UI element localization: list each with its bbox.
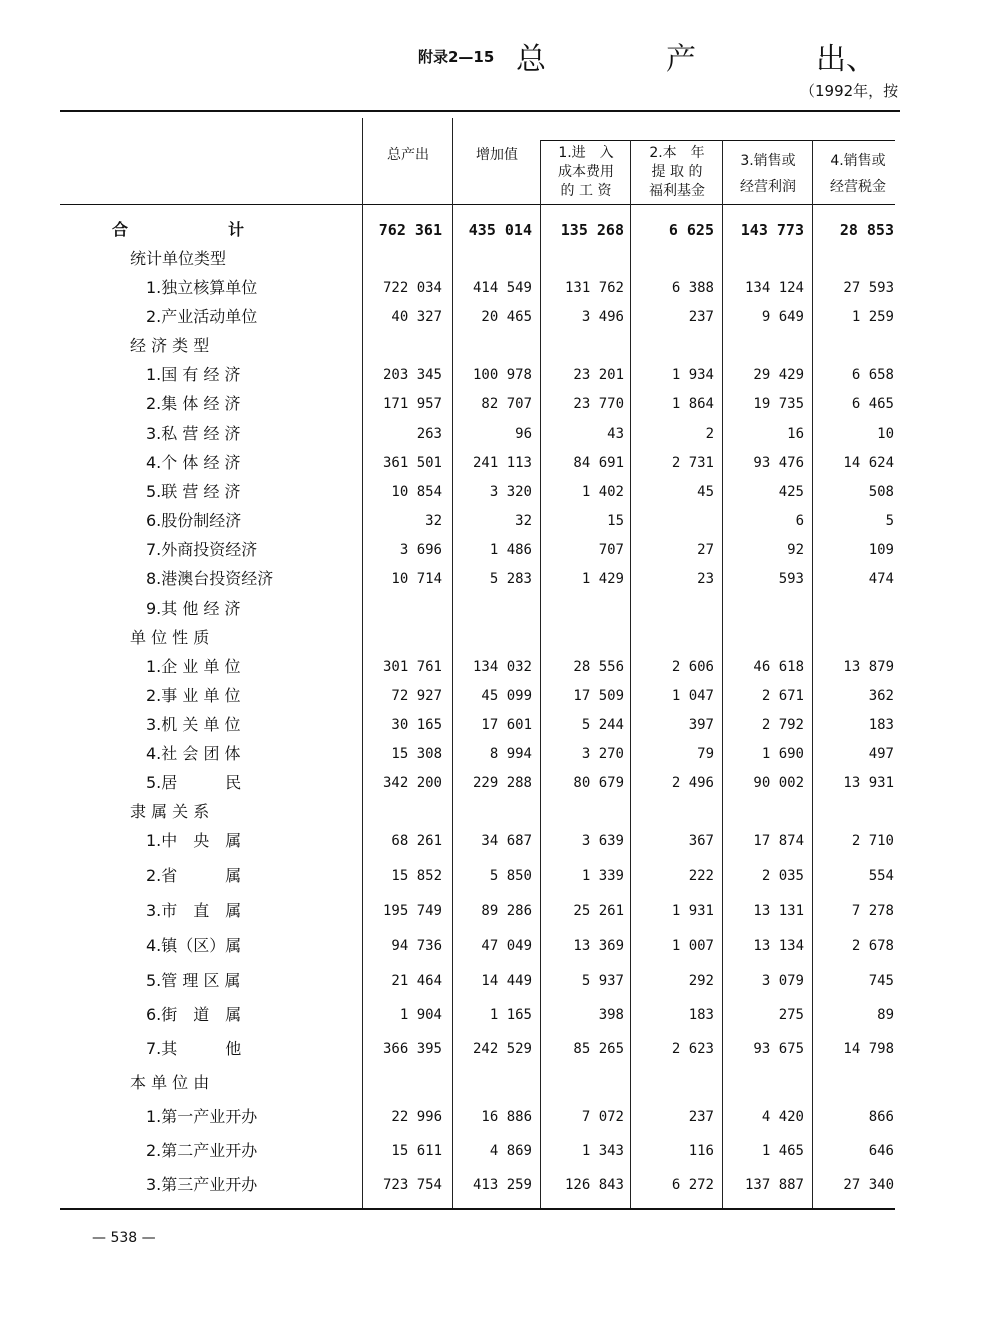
table-cell: 229 288 (472, 775, 532, 791)
page-number: — 538 — (92, 1230, 156, 1246)
table-cell: 15 852 (391, 868, 442, 884)
column-header: 2.本 年 提 取 的 福利基金 (649, 145, 705, 199)
table-cell: 4 420 (761, 1109, 804, 1125)
table-cell: 7 072 (581, 1109, 624, 1125)
table-cell: 13 931 (843, 775, 894, 791)
column-header: 总产出 (387, 147, 429, 163)
row-label: 4.镇（区）属 (146, 936, 242, 955)
table-cell: 366 395 (382, 1041, 442, 1057)
table-cell: 13 134 (753, 938, 804, 954)
table-cell: 92 (787, 542, 804, 558)
page-title-char: 总 (516, 42, 546, 77)
table-cell: 1 339 (581, 868, 624, 884)
table-cell: 15 308 (391, 746, 442, 762)
table-cell: 593 (778, 571, 804, 587)
table-cell: 3 496 (581, 309, 624, 325)
table-cell: 1 904 (399, 1007, 442, 1023)
table-cell: 6 (795, 513, 804, 529)
table-cell: 5 937 (581, 973, 624, 989)
table-row (0, 480, 1000, 504)
table-cell: 21 464 (391, 973, 442, 989)
table-cell: 72 927 (391, 688, 442, 704)
table-cell: 14 624 (843, 455, 894, 471)
category-row (0, 334, 1000, 358)
row-label: 2.事 业 单 位 (146, 686, 241, 705)
table-cell: 17 874 (753, 833, 804, 849)
category-row (0, 800, 1000, 824)
table-cell: 3 320 (489, 484, 532, 500)
table-row (0, 276, 1000, 300)
row-label: 2.省 属 (146, 866, 242, 885)
table-cell: 361 501 (382, 455, 442, 471)
table-cell: 27 340 (843, 1177, 894, 1193)
row-label: 本 单 位 由 (130, 1073, 210, 1092)
table-row (0, 509, 1000, 533)
table-row (0, 422, 1000, 446)
table-cell: 46 618 (753, 659, 804, 675)
table-cell: 16 886 (481, 1109, 532, 1125)
table-cell: 45 099 (481, 688, 532, 704)
table-cell: 10 714 (391, 571, 442, 587)
table-cell: 5 850 (489, 868, 532, 884)
table-row (0, 1139, 1000, 1163)
table-cell: 82 707 (481, 396, 532, 412)
table-cell: 23 201 (573, 367, 624, 383)
table-cell: 183 (868, 717, 894, 733)
table-cell: 25 261 (573, 903, 624, 919)
table-cell: 5 244 (581, 717, 624, 733)
table-cell: 275 (778, 1007, 804, 1023)
table-cell: 435 014 (468, 221, 532, 239)
table-row (0, 1037, 1000, 1061)
table-row (0, 899, 1000, 923)
table-cell: 131 762 (564, 280, 624, 296)
table-cell: 8 994 (489, 746, 532, 762)
table-cell: 14 798 (843, 1041, 894, 1057)
row-label: 9.其 他 经 济 (146, 599, 241, 618)
table-cell: 2 678 (851, 938, 894, 954)
row-label: 1.第一产业开办 (146, 1107, 258, 1126)
table-cell: 13 879 (843, 659, 894, 675)
row-label: 3.私 营 经 济 (146, 424, 241, 443)
table-cell: 32 (425, 513, 442, 529)
table-cell: 134 124 (744, 280, 804, 296)
table-cell: 292 (688, 973, 714, 989)
table-cell: 6 465 (851, 396, 894, 412)
row-label: 6.街 道 属 (146, 1005, 242, 1024)
table-cell: 646 (868, 1143, 894, 1159)
table-cell: 17 509 (573, 688, 624, 704)
table-cell: 241 113 (472, 455, 532, 471)
column-header: 1.进 入 成本费用 的 工 资 (558, 145, 614, 199)
table-cell: 29 429 (753, 367, 804, 383)
table-cell: 80 679 (573, 775, 624, 791)
table-cell: 2 710 (851, 833, 894, 849)
table-row (0, 1003, 1000, 1027)
table-row (0, 597, 1000, 621)
table-cell: 237 (688, 1109, 714, 1125)
table-cell: 84 691 (573, 455, 624, 471)
table-cell: 96 (515, 426, 532, 442)
table-cell: 15 611 (391, 1143, 442, 1159)
table-cell: 474 (868, 571, 894, 587)
table-cell: 2 (705, 426, 714, 442)
table-cell: 1 465 (761, 1143, 804, 1159)
table-cell: 745 (868, 973, 894, 989)
table-cell: 397 (688, 717, 714, 733)
row-label: 经 济 类 型 (130, 336, 210, 355)
table-cell: 866 (868, 1109, 894, 1125)
row-label: 3.机 关 单 位 (146, 715, 241, 734)
page-subtitle: （1992年，按 (800, 82, 899, 100)
row-label: 单 位 性 质 (130, 628, 210, 647)
category-row (0, 626, 1000, 650)
table-cell: 508 (868, 484, 894, 500)
row-label: 4.社 会 团 体 (146, 744, 241, 763)
row-label: 1.国 有 经 济 (146, 365, 241, 384)
table-cell: 27 593 (843, 280, 894, 296)
table-row (0, 451, 1000, 475)
table-number: 附录2—15 (418, 48, 495, 66)
table-cell: 134 032 (472, 659, 532, 675)
category-row (0, 247, 1000, 271)
table-row (0, 742, 1000, 766)
table-cell: 47 049 (481, 938, 532, 954)
column-header: 3.销售或 经营利润 (740, 153, 796, 195)
row-label: 1.中 央 属 (146, 831, 242, 850)
table-cell: 5 283 (489, 571, 532, 587)
table-cell: 6 272 (671, 1177, 714, 1193)
table-row (0, 684, 1000, 708)
table-cell: 723 754 (382, 1177, 442, 1193)
table-cell: 171 957 (382, 396, 442, 412)
table-cell: 2 623 (671, 1041, 714, 1057)
table-cell: 68 261 (391, 833, 442, 849)
page-title-char: 出、 (816, 42, 876, 77)
row-label: 6.股份制经济 (146, 511, 242, 530)
table-cell: 79 (697, 746, 714, 762)
table-cell: 45 (697, 484, 714, 500)
table-cell: 30 165 (391, 717, 442, 733)
table-cell: 27 (697, 542, 714, 558)
row-label: 3.市 直 属 (146, 901, 242, 920)
table-row (0, 1173, 1000, 1197)
total-row (0, 218, 1000, 242)
table-cell: 1 931 (671, 903, 714, 919)
table-cell: 94 736 (391, 938, 442, 954)
table-cell: 2 035 (761, 868, 804, 884)
table-cell: 367 (688, 833, 714, 849)
table-row (0, 934, 1000, 958)
table-cell: 17 601 (481, 717, 532, 733)
table-row (0, 969, 1000, 993)
table-cell: 1 934 (671, 367, 714, 383)
table-cell: 3 696 (399, 542, 442, 558)
table-cell: 195 749 (382, 903, 442, 919)
table-cell: 1 165 (489, 1007, 532, 1023)
table-cell: 10 (877, 426, 894, 442)
table-cell: 2 731 (671, 455, 714, 471)
table-cell: 10 854 (391, 484, 442, 500)
table-row (0, 864, 1000, 888)
table-cell: 1 429 (581, 571, 624, 587)
row-label: 5.管 理 区 属 (146, 971, 241, 990)
row-label: 1.企 业 单 位 (146, 657, 241, 676)
page-title-char: 产 (666, 42, 696, 77)
table-cell: 135 268 (560, 221, 624, 239)
table-cell: 1 047 (671, 688, 714, 704)
table-cell: 1 007 (671, 938, 714, 954)
row-label: 3.第三产业开办 (146, 1175, 258, 1194)
table-cell: 143 773 (740, 221, 804, 239)
table-row (0, 771, 1000, 795)
row-label: 4.个 体 经 济 (146, 453, 241, 472)
table-cell: 89 (877, 1007, 894, 1023)
table-cell: 1 690 (761, 746, 804, 762)
table-cell: 6 388 (671, 280, 714, 296)
table-cell: 93 675 (753, 1041, 804, 1057)
table-cell: 2 496 (671, 775, 714, 791)
table-cell: 497 (868, 746, 894, 762)
table-cell: 301 761 (382, 659, 442, 675)
row-label: 7.外商投资经济 (146, 540, 258, 559)
table-cell: 89 286 (481, 903, 532, 919)
table-cell: 109 (868, 542, 894, 558)
table-row (0, 1105, 1000, 1129)
table-row (0, 363, 1000, 387)
row-label: 5.居 民 (146, 773, 242, 792)
row-label: 1.独立核算单位 (146, 278, 258, 297)
table-cell: 222 (688, 868, 714, 884)
row-label: 7.其 他 (146, 1039, 242, 1058)
row-label: 合 计 (112, 220, 287, 239)
table-cell: 7 278 (851, 903, 894, 919)
table-cell: 414 549 (472, 280, 532, 296)
table-cell: 6 658 (851, 367, 894, 383)
table-cell: 93 476 (753, 455, 804, 471)
table-cell: 398 (598, 1007, 624, 1023)
table-cell: 126 843 (564, 1177, 624, 1193)
table-cell: 425 (778, 484, 804, 500)
column-header: 4.销售或 经营税金 (830, 153, 886, 195)
row-label: 5.联 营 经 济 (146, 482, 241, 501)
table-cell: 13 131 (753, 903, 804, 919)
row-label: 隶 属 关 系 (130, 802, 210, 821)
table-cell: 2 671 (761, 688, 804, 704)
table-cell: 1 486 (489, 542, 532, 558)
table-cell: 3 639 (581, 833, 624, 849)
table-cell: 722 034 (382, 280, 442, 296)
table-cell: 6 625 (668, 221, 714, 239)
table-cell: 20 465 (481, 309, 532, 325)
table-cell: 2 606 (671, 659, 714, 675)
table-cell: 263 (416, 426, 442, 442)
table-cell: 1 343 (581, 1143, 624, 1159)
table-row (0, 538, 1000, 562)
table-cell: 1 259 (851, 309, 894, 325)
table-cell: 23 770 (573, 396, 624, 412)
table-row (0, 392, 1000, 416)
table-row (0, 305, 1000, 329)
table-row (0, 713, 1000, 737)
table-cell: 707 (598, 542, 624, 558)
table-cell: 15 (607, 513, 624, 529)
table-cell: 40 327 (391, 309, 442, 325)
table-cell: 183 (688, 1007, 714, 1023)
table-row (0, 567, 1000, 591)
table-cell: 1 864 (671, 396, 714, 412)
category-row (0, 1071, 1000, 1095)
table-cell: 362 (868, 688, 894, 704)
table-row (0, 829, 1000, 853)
table-cell: 28 556 (573, 659, 624, 675)
table-cell: 342 200 (382, 775, 442, 791)
table-cell: 554 (868, 868, 894, 884)
row-label: 2.第二产业开办 (146, 1141, 258, 1160)
table-cell: 43 (607, 426, 624, 442)
row-label: 统计单位类型 (130, 249, 227, 268)
table-cell: 242 529 (472, 1041, 532, 1057)
table-cell: 32 (515, 513, 532, 529)
table-cell: 13 369 (573, 938, 624, 954)
row-label: 8.港澳台投资经济 (146, 569, 274, 588)
table-cell: 137 887 (744, 1177, 804, 1193)
table-cell: 4 869 (489, 1143, 532, 1159)
table-cell: 34 687 (481, 833, 532, 849)
table-cell: 9 649 (761, 309, 804, 325)
table-cell: 762 361 (378, 221, 442, 239)
table-cell: 100 978 (472, 367, 532, 383)
table-cell: 3 079 (761, 973, 804, 989)
table-cell: 2 792 (761, 717, 804, 733)
table-cell: 14 449 (481, 973, 532, 989)
table-cell: 116 (688, 1143, 714, 1159)
table-cell: 5 (885, 513, 894, 529)
row-label: 2.产业活动单位 (146, 307, 258, 326)
table-cell: 16 (787, 426, 804, 442)
table-cell: 85 265 (573, 1041, 624, 1057)
table-cell: 19 735 (753, 396, 804, 412)
table-cell: 1 402 (581, 484, 624, 500)
column-header: 增加值 (476, 147, 518, 163)
table-cell: 413 259 (472, 1177, 532, 1193)
row-label: 2.集 体 经 济 (146, 394, 241, 413)
table-cell: 28 853 (839, 221, 894, 239)
table-cell: 22 996 (391, 1109, 442, 1125)
table-row (0, 655, 1000, 679)
table-cell: 203 345 (382, 367, 442, 383)
table-cell: 3 270 (581, 746, 624, 762)
table-cell: 90 002 (753, 775, 804, 791)
table-cell: 23 (697, 571, 714, 587)
table-cell: 237 (688, 309, 714, 325)
